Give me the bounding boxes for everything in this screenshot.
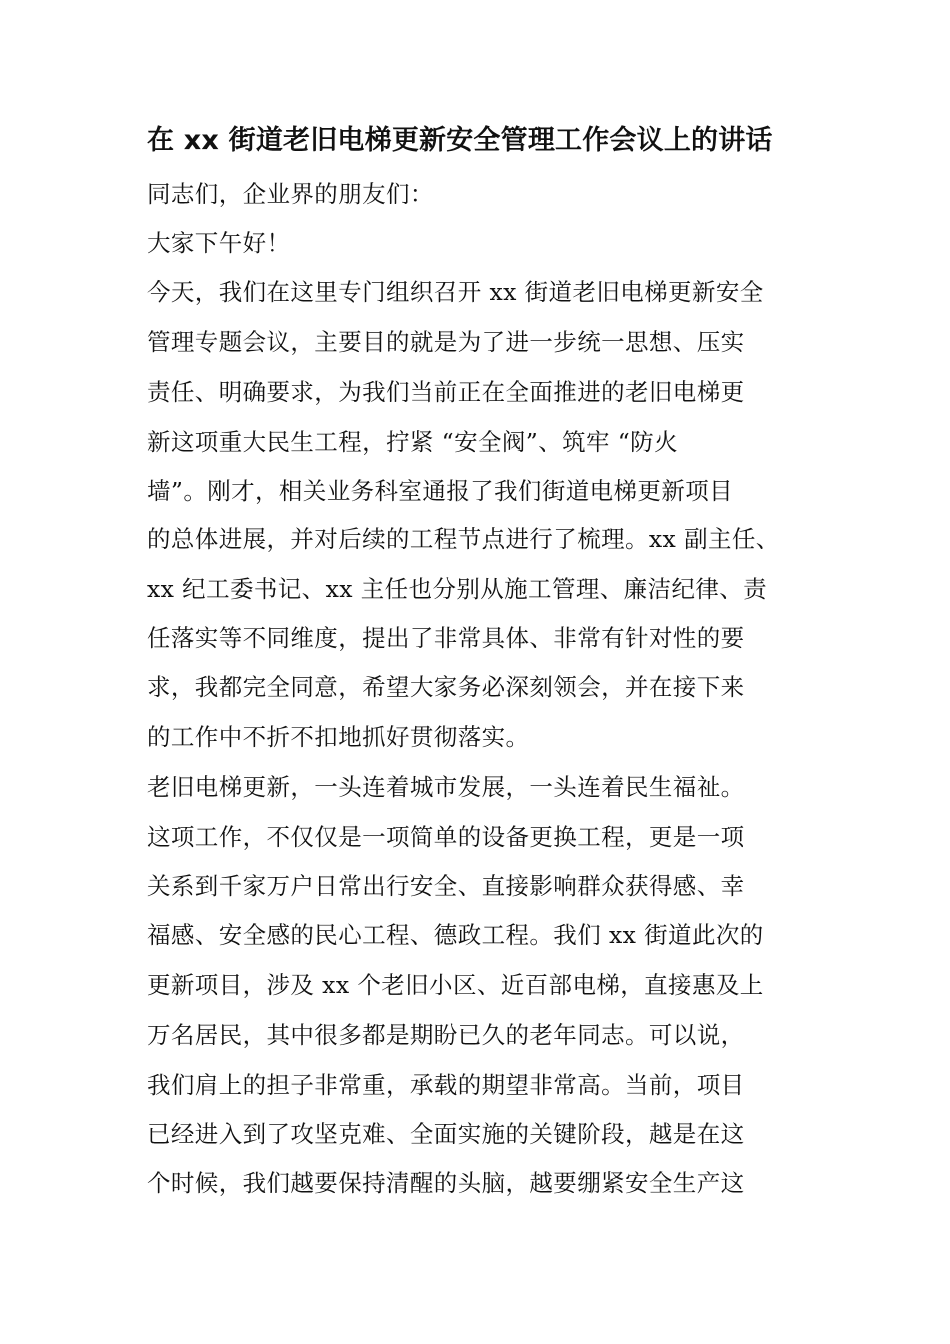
body-text-line: 求，我都完全同意，希望大家务必深刻领会，并在接下来 xyxy=(147,673,745,701)
body-text-line: 的工作中不折不扣地抓好贯彻落实。 xyxy=(147,723,530,751)
body-text-line: 个时候，我们越要保持清醒的头脑，越要绷紧安全生产这 xyxy=(147,1169,745,1197)
body-text-line: 万名居民，其中很多都是期盼已久的老年同志。可以说， xyxy=(147,1021,745,1049)
greeting-line: 大家下午好！ xyxy=(147,229,291,257)
body-text-line: xx 纪工委书记、xx 主任也分别从施工管理、廉洁纪律、责 xyxy=(147,575,768,603)
body-text-line: 老旧电梯更新，一头连着城市发展，一头连着民生福祉。 xyxy=(147,773,745,801)
body-text-line: 这项工作，不仅仅是一项简单的设备更换工程，更是一项 xyxy=(147,823,745,851)
body-text-line: 新这项重大民生工程，拧紧 “安全阀”、筑牢 “防火 xyxy=(147,428,678,456)
body-text-line: 任落实等不同维度，提出了非常具体、非常有针对性的要 xyxy=(147,624,745,652)
body-text-line: 我们肩上的担子非常重，承载的期望非常高。当前，项目 xyxy=(147,1071,745,1099)
document-title: 在 xx 街道老旧电梯更新安全管理工作会议上的讲话 xyxy=(147,125,773,156)
body-text-line: 福感、安全感的民心工程、德政工程。我们 xx 街道此次的 xyxy=(147,921,764,949)
body-text-line: 关系到千家万户日常出行安全、直接影响群众获得感、幸 xyxy=(147,872,745,900)
body-text-line: 的总体进展，并对后续的工程节点进行了梳理。xx 副主任、 xyxy=(147,525,780,553)
body-text-line: 今天，我们在这里专门组织召开 xx 街道老旧电梯更新安全 xyxy=(147,278,764,306)
salutation-line: 同志们，企业界的朋友们： xyxy=(147,180,434,208)
body-text-line: 墙”。刚才，相关业务科室通报了我们街道电梯更新项目 xyxy=(147,477,734,505)
body-text-line: 管理专题会议，主要目的就是为了进一步统一思想、压实 xyxy=(147,328,745,356)
body-text-line: 更新项目，涉及 xx 个老旧小区、近百部电梯，直接惠及上 xyxy=(147,971,764,999)
body-text-line: 已经进入到了攻坚克难、全面实施的关键阶段，越是在这 xyxy=(147,1120,745,1148)
body-text-line: 责任、明确要求，为我们当前正在全面推进的老旧电梯更 xyxy=(147,378,745,406)
